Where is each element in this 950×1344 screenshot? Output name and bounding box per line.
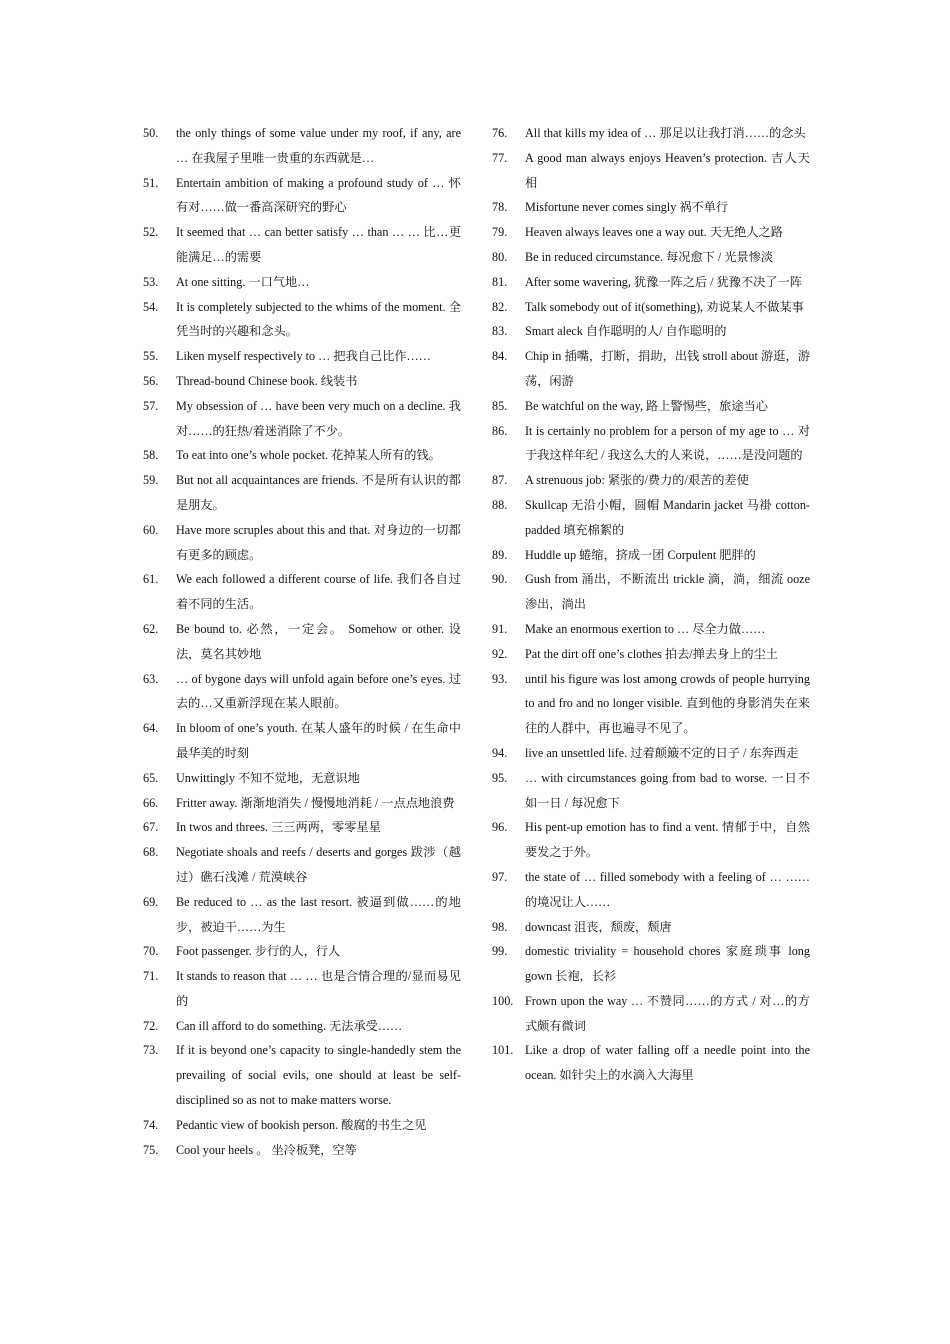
item-text: A strenuous job: 紧张的/费力的/艰苦的差使 xyxy=(525,473,749,488)
item-text: Pedantic view of bookish person. 酸腐的书生之见 xyxy=(176,1117,427,1132)
list-item xyxy=(492,741,810,766)
item-number: 84. xyxy=(492,349,508,364)
list-item xyxy=(143,617,461,667)
list-item xyxy=(143,791,461,816)
list-item xyxy=(492,493,810,543)
item-number: 89. xyxy=(492,547,508,562)
list-item xyxy=(492,121,810,146)
item-text: A good man always enjoys Heaven’s protection. 吉人天相 xyxy=(525,150,810,190)
item-number: 72. xyxy=(143,1018,159,1033)
list-item xyxy=(143,716,461,766)
item-text: If it is beyond one’s capacity to single-handedly stem the prevailing of social evils, one should at least be self-disciplined so as not to make matters worse. xyxy=(176,1043,461,1108)
item-number: 77. xyxy=(492,150,508,165)
list-item xyxy=(143,171,461,221)
list-item xyxy=(143,964,461,1014)
item-number: 78. xyxy=(492,200,508,215)
item-number: 99. xyxy=(492,944,508,959)
list-item xyxy=(492,915,810,940)
item-text: Be reduced to … as the last resort. 被逼到做……的地步，被迫干……为生 xyxy=(176,894,461,934)
item-text: Huddle up 蜷缩，挤成一团 Corpulent 肥胖的 xyxy=(525,547,756,562)
item-text: Pat the dirt off one’s clothes 拍去/掸去身上的尘土 xyxy=(525,646,778,661)
item-text: Misfortune never comes singly 祸不单行 xyxy=(525,200,729,215)
list-item xyxy=(492,567,810,617)
item-text: We each followed a different course of life. 我们各自过着不同的生活。 xyxy=(176,572,461,612)
list-item xyxy=(143,1038,461,1112)
list-item xyxy=(492,295,810,320)
item-text: Have more scruples about this and that. 对身边的一切都有更多的顾虑。 xyxy=(176,522,461,562)
item-text: the state of … filled somebody with a feeling of … …… 的境况让人…… xyxy=(525,869,810,909)
item-text: Unwittingly 不知不觉地，无意识地 xyxy=(176,770,360,785)
item-text: Skullcap 无沿小帽，圆帽 Mandarin jacket 马褂 cotton-padded 填充棉絮的 xyxy=(525,497,810,537)
list-item xyxy=(492,766,810,816)
item-number: 83. xyxy=(492,324,508,339)
item-number: 59. xyxy=(143,473,159,488)
item-text: Like a drop of water falling off a needle point into the ocean. 如针尖上的水滴入大海里 xyxy=(525,1043,810,1083)
list-item xyxy=(492,468,810,493)
list-item xyxy=(492,344,810,394)
item-number: 66. xyxy=(143,795,159,810)
item-number: 92. xyxy=(492,646,508,661)
item-text: Thread-bound Chinese book. 线装书 xyxy=(176,373,358,388)
item-number: 56. xyxy=(143,373,159,388)
item-number: 55. xyxy=(143,349,159,364)
item-number: 50. xyxy=(143,126,159,140)
item-number: 69. xyxy=(143,894,159,909)
list-item xyxy=(492,617,810,642)
item-text: Be bound to. 必然，一定会。 Somehow or other. 设法，莫名其妙地 xyxy=(176,621,461,661)
item-number: 67. xyxy=(143,820,159,835)
item-text: Talk somebody out of it(something), 劝说某人不做某事 xyxy=(525,299,804,314)
item-text: Cool your heels 。 坐冷板凳，空等 xyxy=(176,1142,357,1157)
list-item xyxy=(143,766,461,791)
item-number: 74. xyxy=(143,1117,159,1132)
list-item xyxy=(143,1113,461,1138)
item-text: It seemed that … can better satisfy … than … … 比…更能满足…的需要 xyxy=(176,225,461,264)
item-text: My obsession of … have been very much on a decline. 我对……的狂热/着迷消除了不少。 xyxy=(176,398,461,438)
item-number: 87. xyxy=(492,473,508,488)
item-text: the only things of some value under my roof, if any, are … 在我屋子里唯一贵重的东西就是… xyxy=(176,126,461,165)
item-number: 62. xyxy=(143,621,159,636)
item-number: 61. xyxy=(143,572,159,587)
list-item xyxy=(492,220,810,245)
right-column xyxy=(492,121,810,1088)
item-text: Entertain ambition of making a profound study of … 怀有对……做一番高深研究的野心 xyxy=(176,175,461,215)
item-text: It is completely subjected to the whims of the moment. 全凭当时的兴趣和念头。 xyxy=(176,299,461,339)
item-text: Heaven always leaves one a way out. 天无绝人之路 xyxy=(525,225,783,240)
item-text: Gush from 涌出，不断流出 trickle 滴，淌，细流 ooze 渗出，淌出 xyxy=(525,572,810,612)
list-item xyxy=(143,220,461,270)
list-item xyxy=(492,319,810,344)
list-item xyxy=(492,989,810,1039)
item-number: 93. xyxy=(492,671,508,686)
list-item xyxy=(492,642,810,667)
list-item xyxy=(143,890,461,940)
item-text: Negotiate shoals and reefs / deserts and gorges 跋涉（越过）礁石浅滩 / 荒漠峡谷 xyxy=(176,845,461,884)
item-number: 64. xyxy=(143,721,159,736)
item-number: 58. xyxy=(143,448,159,463)
list-item xyxy=(492,1038,810,1088)
item-number: 101. xyxy=(492,1043,514,1058)
item-text: In twos and threes. 三三两两，零零星星 xyxy=(176,820,381,835)
item-text: Be watchful on the way, 路上警惕些，旅途当心 xyxy=(525,398,768,413)
list-item xyxy=(492,270,810,295)
item-number: 68. xyxy=(143,845,159,860)
item-text: Be in reduced circumstance. 每况愈下 / 光景惨淡 xyxy=(525,249,774,264)
item-text: Fritter away. 渐渐地消失 / 慢慢地消耗 / 一点点地浪费 xyxy=(176,795,455,810)
list-item xyxy=(492,543,810,568)
item-text: But not all acquaintances are friends. 不是所有认识的都是朋友。 xyxy=(176,473,461,512)
list-item xyxy=(492,245,810,270)
item-number: 94. xyxy=(492,745,508,760)
item-text: domestic triviality = household chores 家庭琐事 long gown 长袍，长衫 xyxy=(525,944,810,984)
list-item xyxy=(492,146,810,196)
list-item xyxy=(143,567,461,617)
item-number: 81. xyxy=(492,274,508,289)
item-number: 76. xyxy=(492,126,508,140)
item-number: 73. xyxy=(143,1043,159,1058)
item-number: 79. xyxy=(492,225,508,240)
item-text: It is certainly no problem for a person of my age to … 对于我这样年纪 / 我这么大的人来说，……是没问题的 xyxy=(525,423,810,463)
item-number: 57. xyxy=(143,398,159,413)
item-text: All that kills my idea of … 那足以让我打消……的念头 xyxy=(525,126,806,140)
item-number: 54. xyxy=(143,299,159,314)
item-number: 90. xyxy=(492,572,508,587)
item-text: At one sitting. 一口气地… xyxy=(176,274,310,289)
item-text: … of bygone days will unfold again before one’s eyes. 过去的…又重新浮现在某人眼前。 xyxy=(176,671,461,711)
item-text: until his figure was lost among crowds of people hurrying to and fro and no longer visible. 直到他的身影消失在来往的人群中，再也遍寻不见了。 xyxy=(525,671,810,736)
item-number: 97. xyxy=(492,869,508,884)
item-number: 52. xyxy=(143,225,159,240)
item-number: 98. xyxy=(492,919,508,934)
list-item xyxy=(143,518,461,568)
list-item xyxy=(492,815,810,865)
item-text: After some wavering, 犹豫一阵之后 / 犹豫不决了一阵 xyxy=(525,274,802,289)
item-text: It stands to reason that … … 也是合情合理的/显而易见的 xyxy=(176,969,461,1008)
item-number: 82. xyxy=(492,299,508,314)
list-item xyxy=(143,840,461,890)
item-number: 100. xyxy=(492,993,514,1008)
item-number: 60. xyxy=(143,522,159,537)
list-item xyxy=(492,195,810,220)
item-number: 85. xyxy=(492,398,508,413)
item-text: downcast 沮丧，颓废，颓唐 xyxy=(525,919,672,934)
list-item xyxy=(492,865,810,915)
item-number: 53. xyxy=(143,274,159,289)
item-number: 96. xyxy=(492,820,508,835)
list-item xyxy=(492,394,810,419)
list-item xyxy=(143,667,461,717)
list-item xyxy=(143,295,461,345)
list-item xyxy=(143,121,461,171)
item-text: To eat into one’s whole pocket. 花掉某人所有的钱。 xyxy=(176,448,441,463)
list-item xyxy=(492,419,810,469)
item-number: 80. xyxy=(492,249,508,264)
item-text: Frown upon the way … 不赞同……的方式 / 对…的方式颇有微词 xyxy=(525,993,810,1033)
item-text: Make an enormous exertion to … 尽全力做…… xyxy=(525,621,766,636)
list-item xyxy=(143,1138,461,1163)
list-item xyxy=(143,394,461,444)
item-number: 70. xyxy=(143,944,159,959)
item-text: In bloom of one’s youth. 在某人盛年的时候 / 在生命中最华美的时刻 xyxy=(176,721,461,760)
item-number: 65. xyxy=(143,770,159,785)
item-text: His pent-up emotion has to find a vent. 情郁于中，自然要发之于外。 xyxy=(525,820,810,860)
list-item xyxy=(143,815,461,840)
item-number: 51. xyxy=(143,175,159,190)
item-text: live an unsettled life. 过着颠簸不定的日子 / 东奔西走 xyxy=(525,745,799,760)
list-item xyxy=(143,344,461,369)
list-item xyxy=(143,369,461,394)
item-number: 88. xyxy=(492,497,508,512)
left-column xyxy=(143,121,461,1162)
item-number: 95. xyxy=(492,770,508,785)
item-text: Foot passenger. 步行的人，行人 xyxy=(176,944,341,959)
item-number: 71. xyxy=(143,969,159,984)
item-text: Smart aleck 自作聪明的人/ 自作聪明的 xyxy=(525,324,727,339)
list-item xyxy=(143,270,461,295)
list-item xyxy=(143,939,461,964)
list-item xyxy=(492,667,810,741)
item-text: Chip in 插嘴，打断，捐助，出钱 stroll about 游逛，游荡，闲游 xyxy=(525,349,810,388)
item-text: … with circumstances going from bad to worse. 一日不如一日 / 每况愈下 xyxy=(525,770,810,810)
item-number: 91. xyxy=(492,621,508,636)
list-item xyxy=(492,939,810,989)
item-number: 86. xyxy=(492,423,508,438)
item-text: Liken myself respectively to … 把我自己比作…… xyxy=(176,349,431,364)
list-item xyxy=(143,443,461,468)
item-number: 63. xyxy=(143,671,159,686)
item-number: 75. xyxy=(143,1142,159,1157)
list-item xyxy=(143,1014,461,1039)
list-item xyxy=(143,468,461,518)
item-text: Can ill afford to do something. 无法承受…… xyxy=(176,1018,403,1033)
